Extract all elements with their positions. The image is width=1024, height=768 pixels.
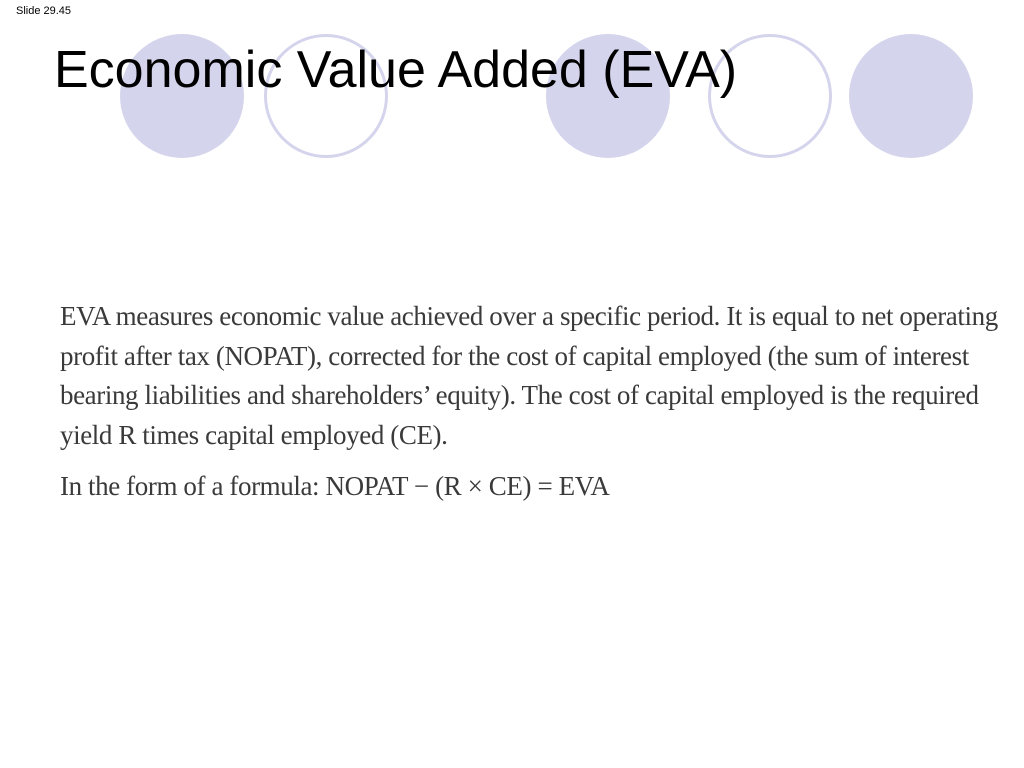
formula-line: In the form of a formula: NOPAT − (R × CE) = EVA xyxy=(60,471,610,501)
slide-title: Economic Value Added (EVA) xyxy=(54,41,738,99)
body-paragraph: EVA measures economic value achieved over a specific period. It is equal to net operating profit after tax (NOPAT), corrected for the cost of capital employed (the sum of interest bearing liabilities and shareholders’ equity). The cost of capital employed is the required yield R times capital employed (CE). xyxy=(60,301,998,450)
decorative-filled-circle xyxy=(849,34,973,158)
slide-number: Slide 29.45 xyxy=(16,5,72,17)
slide-body xyxy=(60,297,1000,507)
